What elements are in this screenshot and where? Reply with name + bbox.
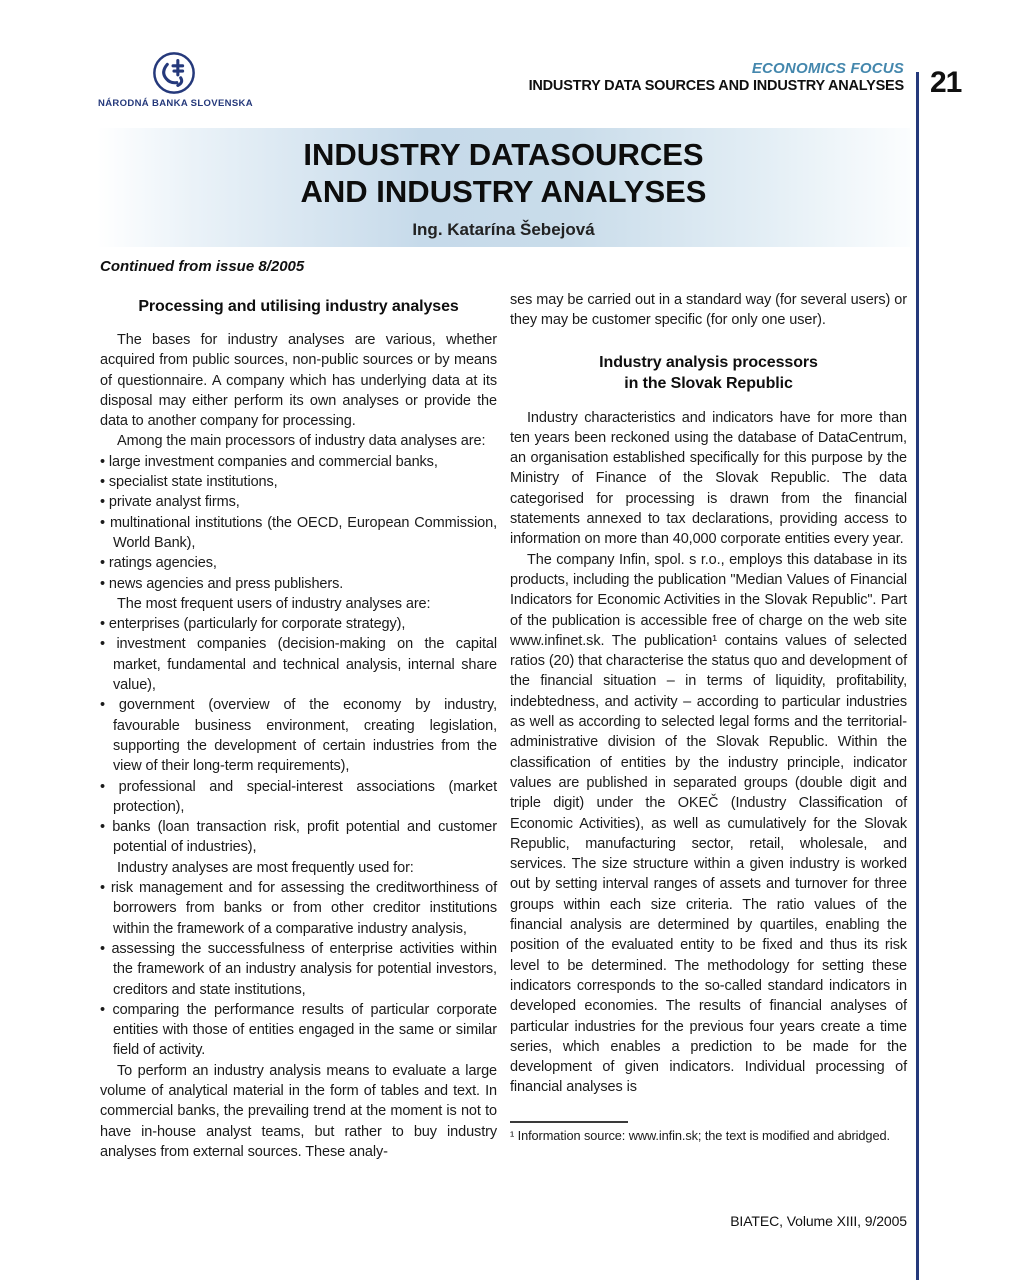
running-title: INDUSTRY DATA SOURCES AND INDUSTRY ANALYSES: [528, 78, 904, 94]
paragraph: The company Infin, spol. s r.o., employs this database in its products, including the publication "Median Values of Financial Indicators for Economic Activities in the Slovak Republic". Part of the publication is accessible free of charge on the web site www.infinet.sk. The publication¹ contains values of selected ratios (20) that characterise the status quo and development of the financial situation – in terms of liquidity, profitability, indebtedness, and activity – according to particular industries as well as according to selected legal forms and the territorial-administrative division of the Slovak Republic. Within the classification of entities by the industry principle, indicator values are published in separated groups (double digit and triple digit) under the OKEČ (Industry Classification of Economic Activities), as well as cumulatively for the Slovak Republic, manufacturing sector, retail, wholesale, and services. The size structure within a given industry is worked out by setting interval ranges of assets and turnover for three groups within each size criteria. The ratio values of the financial analysis are determined by quartiles, enabling the position of the evaluated entity to be fixed and thus its risk level to be determined. The methodology for setting these indicators corresponds to the so-called standard indicators in developed economies. The results of financial analyses of particular industries for the previous four years create a time series, which enables a prediction to be made for the development of given indicators. Individual processing of financial analyses is: [510, 551, 907, 1096]
column-heading-processing: Processing and utilising industry analyses: [138, 298, 459, 315]
heading-line2: in the Slovak Republic: [624, 374, 793, 392]
bullet-list-processors: [100, 452, 497, 594]
paragraph: Industry characteristics and indicators have for more than ten years been reckoned using the database of DataCentrum, an organisation established specifically for this purpose by the Ministry of Finance of the Slovak Republic. The data categorised for processing is drawn from the financial statements annexed to tax declarations, providing access to information on more than 40,000 corporate entities every year.: [510, 409, 907, 548]
paragraph: ses may be carried out in a standard way (for several users) or they may be customer specific (for only one user).: [510, 292, 907, 329]
list-item: • government (overview of the economy by industry, favourable business environment, creating legislation, supporting the development of certain industries from the view of their long-term requirements),: [100, 695, 497, 776]
list-item: • professional and special-interest associations (market protection),: [100, 777, 497, 818]
article-title-line2: AND INDUSTRY ANALYSES: [300, 173, 707, 209]
nbs-logo: [98, 50, 253, 109]
heading-line1: Industry analysis processors: [599, 353, 818, 371]
list-item: • specialist state institutions,: [100, 472, 497, 492]
bullet-list-users: [100, 614, 497, 858]
paragraph: Industry analyses are most frequently used for:: [117, 859, 414, 876]
list-item: • ratings agencies,: [100, 553, 497, 573]
footnote-rule: [510, 1121, 628, 1123]
list-item: • multinational institutions (the OECD, European Commission, World Bank),: [100, 513, 497, 554]
paragraph: The most frequent users of industry analyses are:: [117, 595, 431, 612]
nbs-emblem-icon: [151, 50, 197, 96]
article-title-line1: INDUSTRY DATASOURCES: [303, 136, 704, 172]
list-item: • comparing the performance results of particular corporate entities with those of entities engaged in the same or similar field of activity.: [100, 1000, 497, 1061]
footnote: ¹ Information source: www.infin.sk; the text is modified and abridged.: [510, 1127, 890, 1143]
continued-note: Continued from issue 8/2005: [100, 258, 305, 275]
list-item: • assessing the successfulness of enterprise activities within the framework of an industry analysis for potential investors, creditors and state institutions,: [100, 939, 497, 1000]
list-item: • enterprises (particularly for corporate strategy),: [100, 614, 497, 634]
section-label: ECONOMICS FOCUS: [751, 60, 904, 77]
right-column: [510, 290, 907, 1162]
left-column: [100, 290, 497, 1162]
running-head: [529, 60, 904, 94]
list-item: • private analyst firms,: [100, 492, 497, 512]
page-number: 21: [930, 66, 962, 99]
paragraph: To perform an industry analysis means to evaluate a large volume of analytical material in the form of tables and text. In commercial banks, the prevailing trend at the moment is not to have in-house analyst teams, but rather to buy industry analyses from external sources. These analy-: [100, 1062, 497, 1160]
column-heading-processors-sr: [510, 352, 907, 394]
list-item: • large investment companies and commercial banks,: [100, 452, 497, 472]
paragraph: The bases for industry analyses are various, whether acquired from public sources, non-public sources or by means of questionnaire. A company which has underlying data at its disposal may either perform its own analyses or provide the data to another company for processing.: [100, 332, 497, 430]
journal-footer: BIATEC, Volume XIII, 9/2005: [730, 1213, 907, 1229]
article-body: [100, 290, 907, 1162]
article-author: Ing. Katarína Šebejová: [412, 219, 595, 239]
page-divider-rule: [916, 72, 919, 1280]
bank-name-label: NÁRODNÁ BANKA SLOVENSKA: [98, 98, 253, 109]
list-item: • risk management and for assessing the creditworthiness of borrowers from banks or from other creditor institutions within the framework of a comparative industry analysis,: [100, 878, 497, 939]
bullet-list-uses: [100, 878, 497, 1061]
list-item: • news agencies and press publishers.: [100, 574, 497, 594]
paragraph: Among the main processors of industry data analyses are:: [117, 433, 486, 450]
list-item: • banks (loan transaction risk, profit potential and customer potential of industries),: [100, 817, 497, 858]
article-title-banner: [97, 128, 910, 247]
list-item: • investment companies (decision-making on the capital market, fundamental and technical analysis, internal share value),: [100, 634, 497, 695]
